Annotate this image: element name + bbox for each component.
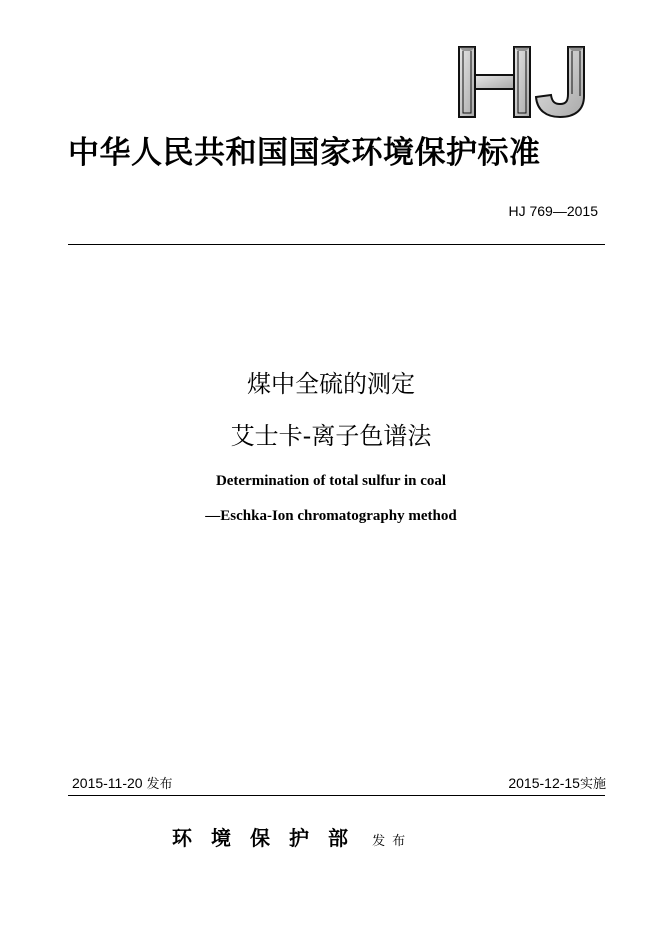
issue-label: 发布 (146, 777, 173, 792)
hj-logo (456, 44, 590, 120)
footer-divider (68, 795, 605, 796)
issuer-ministry: 环境保护部 (172, 826, 367, 850)
implement-date: 2015-12-15 (508, 775, 580, 791)
implement-date-block (508, 774, 606, 794)
standard-code: HJ 769—2015 (508, 203, 598, 219)
standard-series-title: 中华人民共和国国家环境保护标准 (68, 135, 541, 171)
title-zh-line1: 煤中全硫的测定 (247, 370, 415, 398)
issue-date: 2015-11-20 (72, 775, 143, 791)
title-zh-line2: 艾士卡-离子色谱法 (230, 422, 432, 450)
title-en-line2: —Eschka-Ion chromatography method (205, 508, 457, 524)
issuer-line (172, 824, 412, 856)
implement-label: 实施 (579, 777, 606, 792)
issue-date-block (72, 774, 172, 794)
title-en-line1: Determination of total sulfur in coal (215, 473, 447, 489)
header-divider (68, 244, 605, 245)
issuer-action: 发布 (372, 834, 413, 849)
